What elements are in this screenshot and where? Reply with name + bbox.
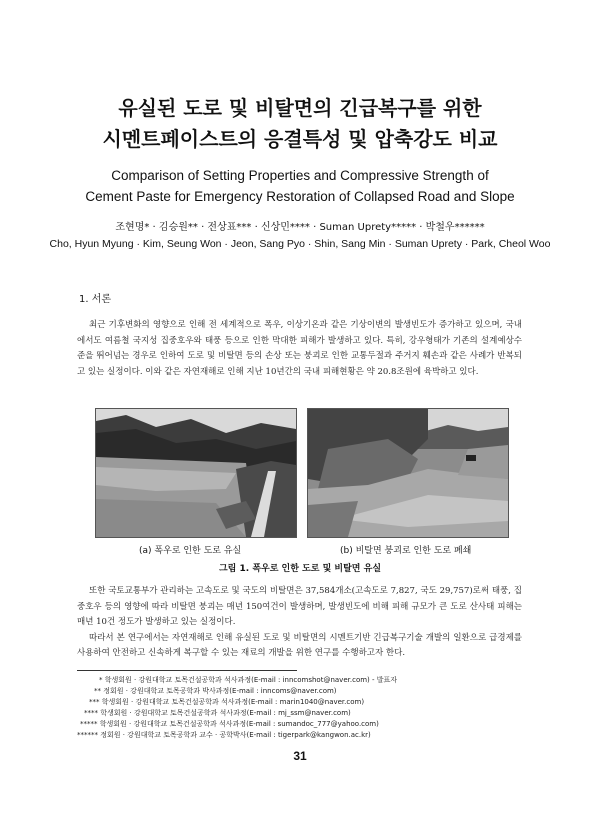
title-korean [0, 93, 600, 155]
body-text [77, 584, 522, 662]
figure-subcaption-a: (a) 폭우로 인한 도로 유실 [139, 546, 242, 556]
footnote-6: ****** 정회원 · 강원대학교 토목공학과 교수 · 공학박사(E-mail : tigerpark@kangwon.ac.kr) [77, 730, 371, 739]
footnote-3: *** 학생회원 · 강원대학교 토목건설공학과 석사과정(E-mail : marin1040@naver.com) [89, 697, 365, 706]
title-korean-line-1: 유실된 도로 및 비탈면의 긴급복구를 위한 [118, 96, 482, 120]
photo-slope-collapse [307, 408, 509, 538]
body-paragraph-1: 또한 국토교통부가 관리하는 고속도로 및 국도의 비탈면은 37,584개소(고속도로 7,827, 국도 29,757)로써 태풍, 집중호우 등의 영향에 따라 비탈면 붕괴는 매년 150여건이 발생하며, 발생빈도에 비해 피해 규모가 큰 도로 산사태 피해는 매년 10건 정도가 발생하고 있는 실정이다. [77, 586, 522, 627]
title-korean-line-2: 시멘트페이스트의 응결특성 및 압축강도 비교 [102, 127, 498, 151]
title-english-line-1: Comparison of Setting Properties and Compressive Strength of [111, 168, 489, 183]
page-number: 31 [293, 749, 307, 763]
figure-caption: 그림 1. 폭우로 인한 도로 및 비탈면 유실 [218, 564, 382, 574]
footnote-1: * 학생회원 · 강원대학교 토목건설공학과 석사과정(E-mail : inncomshot@naver.com) - 발표자 [99, 676, 398, 684]
footnote-2: ** 정회원 · 강원대학교 토목공학과 박사과정(E-mail : inncoms@naver.com) [94, 686, 337, 695]
photo-collapsed-road [95, 408, 297, 538]
title-english-line-2: Cement Paste for Emergency Restoration of Collapsed Road and Slope [85, 189, 515, 204]
authors-korean: 조현명* · 김승원** · 전상표*** · 신상민**** · Suman Uprety***** · 박철우****** [115, 222, 485, 233]
title-english [0, 165, 600, 207]
body-paragraph-2: 따라서 본 연구에서는 자연재해로 인해 유실된 도로 및 비탈면의 시멘트기반 긴급복구기술 개발의 일환으로 급경제를 사용하여 안전하고 신속하게 복구할 수 있는 재료의 개발을 위한 연구를 수행하고자 한다. [77, 632, 522, 658]
footnote-4: **** 학생회원 · 강원대학교 토목건설공학과 석사과정(E-mail : mj_ssm@naver.com) [84, 708, 351, 717]
intro-paragraph [77, 318, 522, 380]
intro-paragraph-text: 최근 기후변화의 영향으로 인해 전 세계적으로 폭우, 이상기온과 같은 기상이변의 발생빈도가 증가하고 있으며, 국내에서도 여름철 국지성 집중호우와 태풍 등으로 인한 막대한 피해가 발생하고 있다. 특히, 강우형태가 기존의 설계예상수준을 뛰어넘는 경우로 인하여 도로 및 비탈면 등의 손상 또는 붕괴로 인한 교통두절과 주거지 훼손과 같은 사례가 반복되고 있는 실정이다. 이와 같은 자연재해로 인해 지난 10년간의 국내 피해현황은 약 20.8조원에 육박하고 있다. [77, 320, 522, 377]
footnote-5: ***** 학생회원 · 강원대학교 토목건설공학과 석사과정(E-mail : sumandoc_777@yahoo.com) [80, 719, 379, 728]
footnote-divider [77, 670, 297, 671]
authors-english: Cho, Hyun Myung · Kim, Seung Won · Jeon, Sang Pyo · Shin, Sang Min · Suman Uprety · Park, Cheol Woo [49, 238, 551, 250]
figure-subcaption-b: (b) 비탈면 붕괴로 인한 도로 폐쇄 [340, 546, 472, 556]
footnotes [77, 675, 537, 740]
section-heading: 1. 서론 [79, 294, 112, 305]
